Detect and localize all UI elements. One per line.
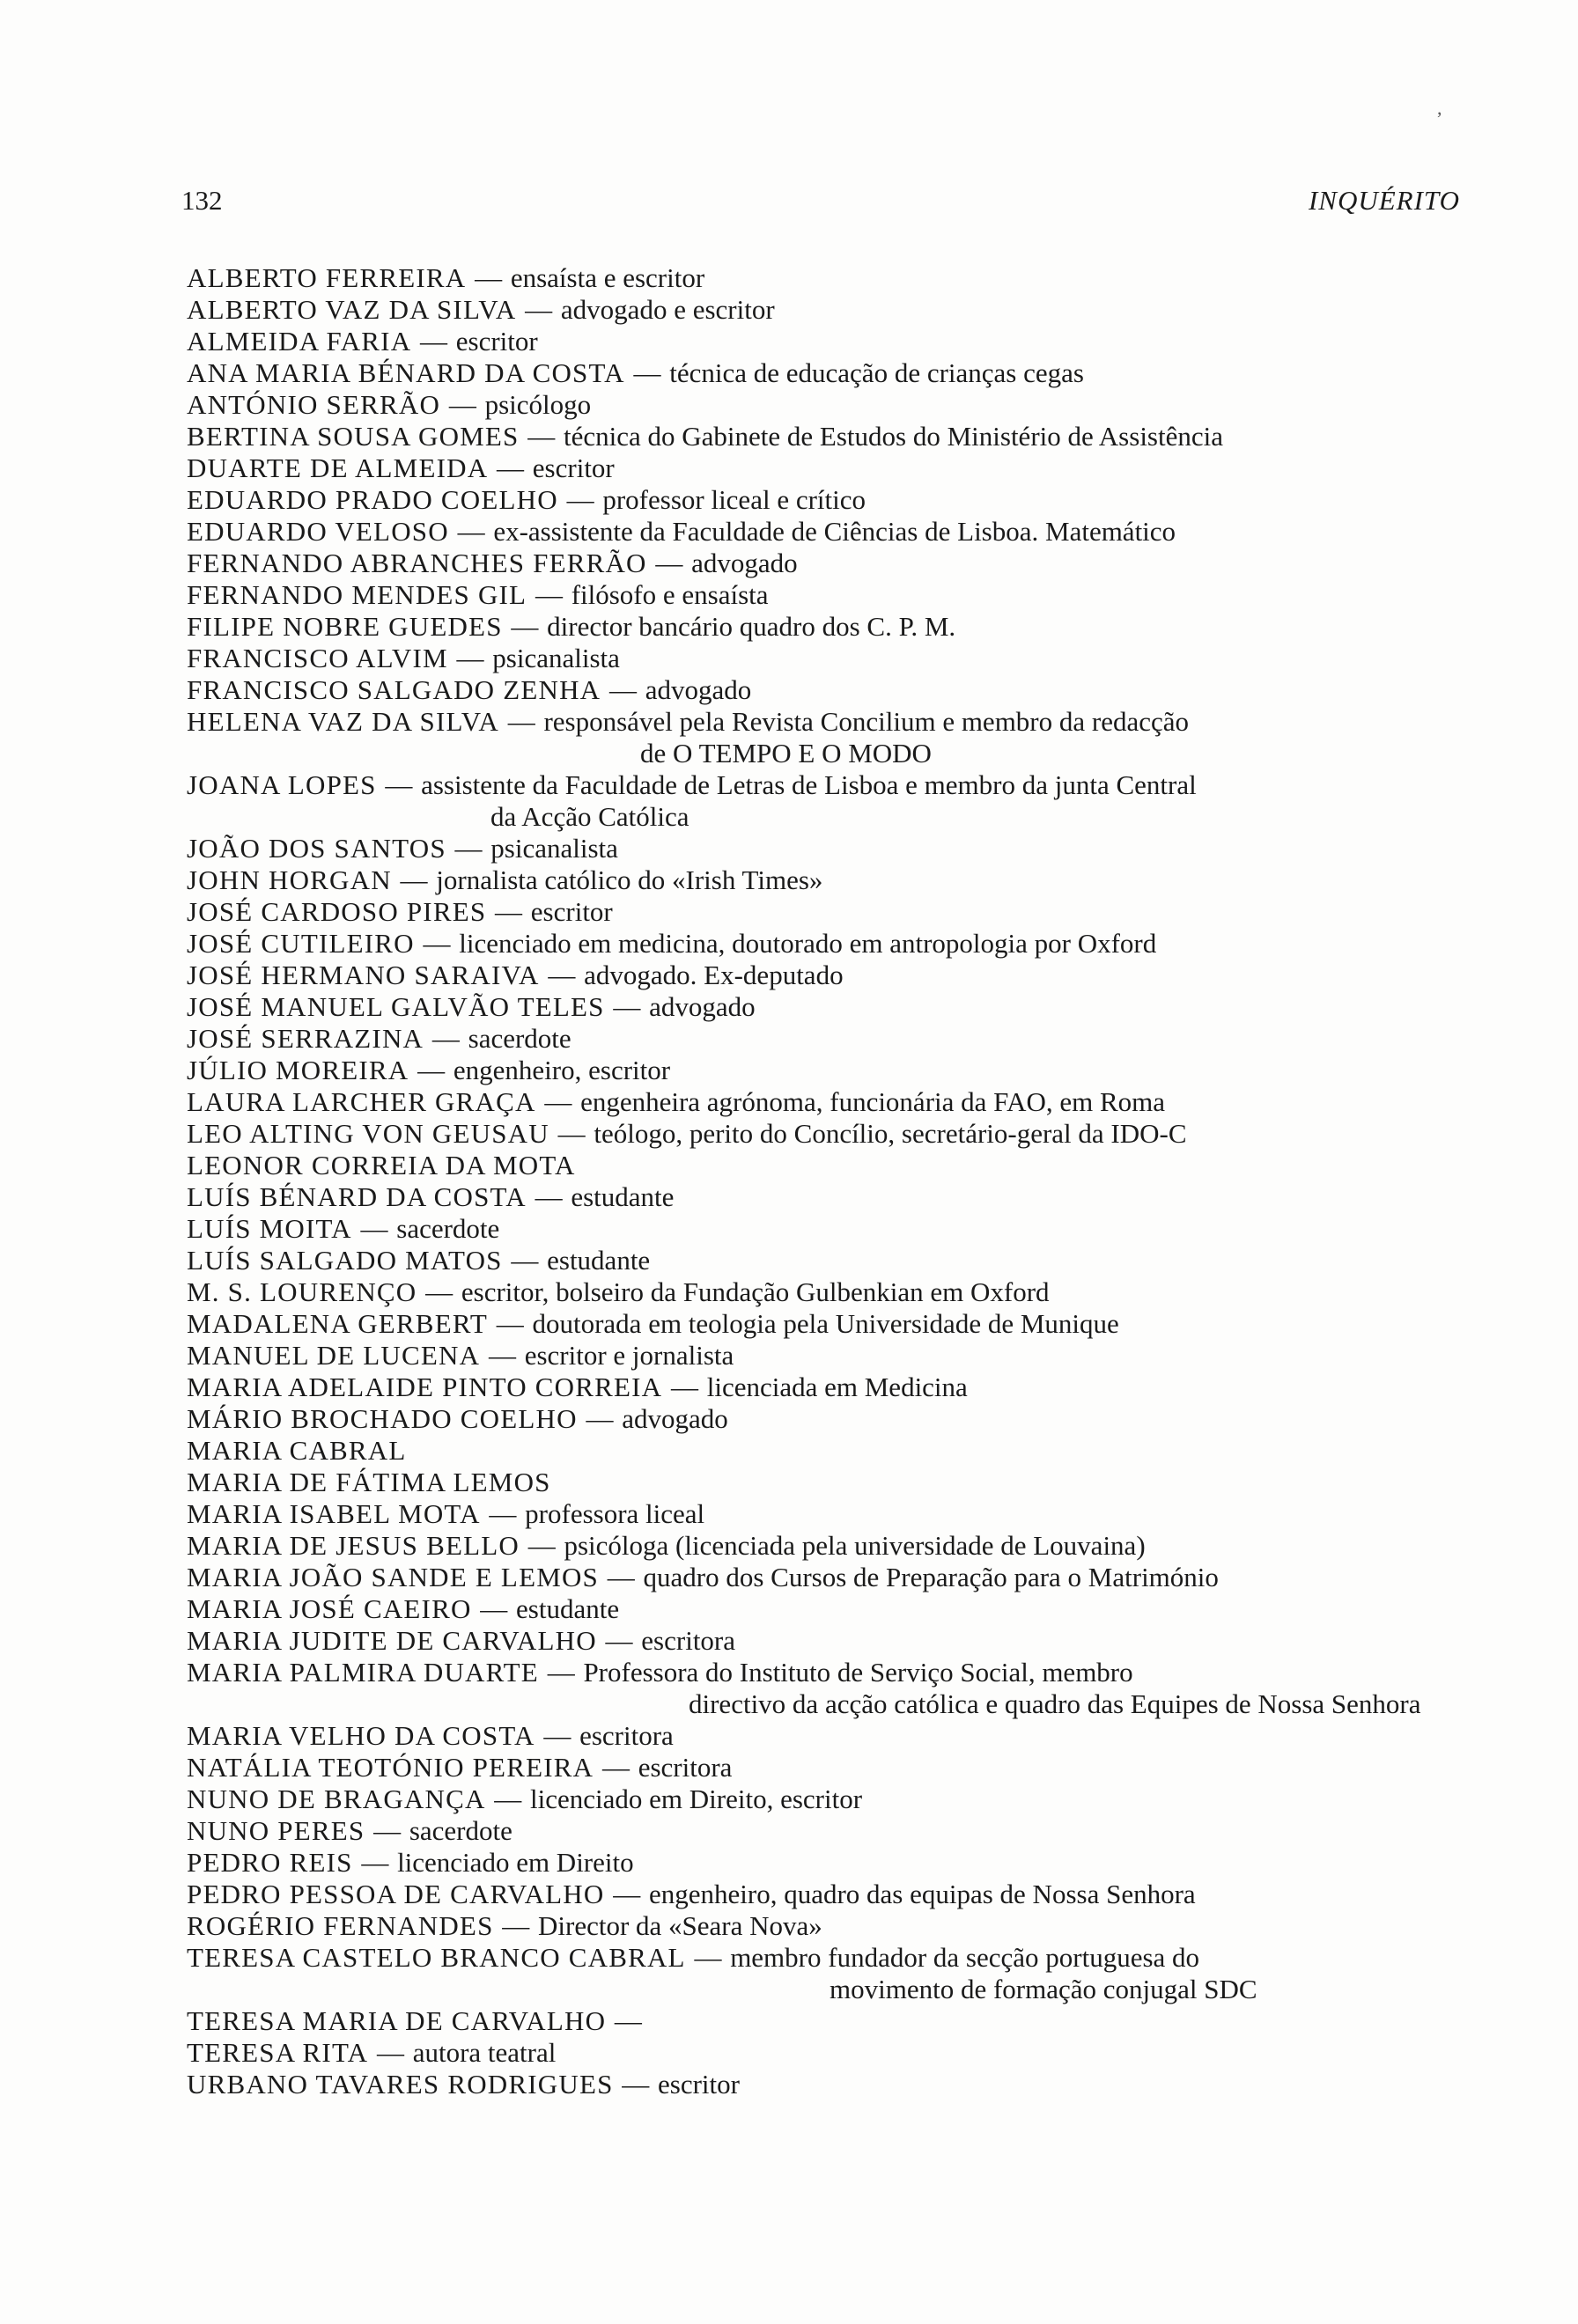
entry-dash: — (626, 357, 668, 388)
list-item (187, 548, 1460, 579)
entry-name: JOÃO DOS SANTOS (187, 833, 446, 864)
page-number: 132 (181, 185, 223, 216)
list-item (187, 1593, 1460, 1625)
list-item (187, 643, 1460, 674)
entry-name: JOSÉ HERMANO SARAIVA (187, 960, 540, 990)
list-item (187, 1879, 1460, 1910)
list-item (187, 1752, 1460, 1783)
entry-dash: — (353, 1213, 395, 1244)
entry-name: FERNANDO ABRANCHES FERRÃO (187, 548, 647, 578)
entry-dash: — (606, 1879, 647, 1909)
list-item (187, 1118, 1460, 1150)
entry-dash: — (370, 2037, 411, 2068)
entry-description: escritor, bolseiro da Fundação Gulbenkian em Oxford (461, 1276, 1050, 1307)
list-item (187, 452, 1460, 484)
entry-dash: — (602, 674, 644, 705)
entry-dash: — (601, 1562, 642, 1592)
entry-description: filósofo e ensaísta (571, 579, 769, 610)
list-item (187, 389, 1460, 421)
entry-name: EDUARDO VELOSO (187, 516, 449, 547)
entry-name: FRANCISCO ALVIM (187, 643, 448, 673)
entry-dash: — (442, 389, 483, 420)
entry-description: estudante (516, 1593, 620, 1624)
entry-dash: — (495, 1910, 537, 1941)
entry-description: estudante (547, 1245, 651, 1276)
list-item (187, 706, 1460, 769)
entry-name: MARIA JOÃO SANDE E LEMOS (187, 1562, 599, 1592)
entry-dash: — (559, 484, 601, 515)
entry-name: MANUEL DE LUCENA (187, 1340, 481, 1371)
list-item (187, 357, 1460, 389)
entry-dash: — (378, 769, 420, 800)
entry-name: ANA MARIA BÉNARD DA COSTA (187, 357, 625, 388)
entry-name: ALBERTO FERREIRA (187, 262, 467, 293)
entry-name: JOSÉ MANUEL GALVÃO TELES (187, 991, 605, 1022)
list-item (187, 1276, 1460, 1308)
list-item (187, 1023, 1460, 1055)
entry-name: JOSÉ CARDOSO PIRES (187, 896, 487, 927)
list-item (187, 833, 1460, 864)
entry-dash: — (473, 1593, 515, 1624)
entry-name: HELENA VAZ DA SILVA (187, 706, 499, 737)
entry-dash: — (687, 1942, 729, 1973)
list-item (187, 1942, 1460, 2005)
participant-list (187, 262, 1460, 2100)
list-item (187, 1181, 1460, 1213)
entry-name: EDUARDO PRADO COELHO (187, 484, 558, 515)
entry-description: engenheiro, escritor (453, 1055, 671, 1085)
entry-description: membro fundador da secção portuguesa do (730, 1942, 1200, 1973)
entry-dash: — (608, 2005, 642, 2036)
entry-description: teólogo, perito do Concílio, secretário-geral da IDO-C (594, 1118, 1187, 1149)
list-item (187, 1657, 1460, 1720)
entry-name: MARIA CABRAL (187, 1435, 407, 1466)
list-item (187, 1910, 1460, 1942)
entry-name: JÚLIO MOREIRA (187, 1055, 409, 1085)
entry-description: escritor (658, 2069, 740, 2100)
entry-dash: — (366, 1815, 408, 1846)
list-item (187, 960, 1460, 991)
entry-dash: — (518, 294, 559, 325)
entry-description: advogado (645, 674, 752, 705)
list-item (187, 991, 1460, 1023)
entry-dash: — (648, 548, 690, 578)
entry-description: técnica de educação de crianças cegas (669, 357, 1084, 388)
entry-dash: — (527, 1181, 570, 1212)
entry-name: TERESA RITA (187, 2037, 369, 2068)
entry-dash: — (418, 1276, 460, 1307)
entry-dash: — (447, 833, 490, 864)
entry-description: estudante (571, 1181, 675, 1212)
entry-dash: — (504, 1245, 546, 1276)
entry-description: técnica do Gabinete de Estudos do Ministério de Assistência (564, 421, 1223, 452)
entry-description: assistente da Faculdade de Letras de Lisboa e membro da junta Central (421, 769, 1197, 800)
list-item (187, 1498, 1460, 1530)
entry-description: Director da «Seara Nova» (538, 1910, 822, 1941)
entry-description: ex-assistente da Faculdade de Ciências de Lisboa. Matemático (493, 516, 1176, 547)
entry-description: escritora (579, 1720, 674, 1751)
entry-dash: — (598, 1625, 640, 1656)
list-item (187, 1213, 1460, 1245)
list-item (187, 1403, 1460, 1435)
entry-continuation: movimento de formação conjugal SDC (830, 1974, 1257, 2004)
entry-name: MADALENA GERBERT (187, 1308, 488, 1339)
entry-dash: — (482, 1498, 524, 1529)
page-header (181, 185, 1460, 224)
list-item (187, 1625, 1460, 1657)
running-title: INQUÉRITO (1308, 185, 1460, 216)
entry-dash: — (487, 1783, 529, 1814)
entry-name: FRANCISCO SALGADO ZENHA (187, 674, 601, 705)
list-item (187, 484, 1460, 516)
entry-dash: — (489, 1308, 531, 1339)
entry-description: escritor e jornalista (524, 1340, 734, 1371)
entry-name: MARIA DE FÁTIMA LEMOS (187, 1467, 551, 1497)
list-item (187, 2005, 1460, 2037)
entry-description: advogado e escritor (560, 294, 775, 325)
list-item (187, 516, 1460, 548)
entry-description: psicólogo (484, 389, 592, 420)
entry-dash: — (528, 579, 570, 610)
entry-name: ANTÓNIO SERRÃO (187, 389, 441, 420)
list-item (187, 928, 1460, 960)
list-item (187, 1562, 1460, 1593)
entry-name: LAURA LARCHER GRAÇA (187, 1086, 536, 1117)
entry-name: MÁRIO BROCHADO COELHO (187, 1403, 578, 1434)
entry-name: BERTINA SOUSA GOMES (187, 421, 520, 452)
entry-description: ensaísta e escritor (510, 262, 705, 293)
list-item (187, 896, 1460, 928)
entry-description: escritora (641, 1625, 736, 1656)
entry-description: psicóloga (licenciada pela universidade de Louvaina) (564, 1530, 1146, 1561)
entry-dash: — (468, 262, 509, 293)
entry-continuation: de O TEMPO E O MODO (640, 738, 932, 769)
entry-name: LUÍS MOITA (187, 1213, 352, 1244)
list-item (187, 421, 1460, 452)
entry-dash: — (416, 928, 458, 959)
entry-dash: — (393, 864, 435, 895)
entry-description: engenheira agrónoma, funcionária da FAO, em Roma (580, 1086, 1166, 1117)
entry-name: LEONOR CORREIA DA MOTA (187, 1150, 576, 1180)
entry-name: MARIA ISABEL MOTA (187, 1498, 481, 1529)
entry-description: sacerdote (468, 1023, 571, 1054)
entry-dash: — (450, 516, 492, 547)
entry-continuation: da Acção Católica (490, 801, 689, 832)
entry-description: sacerdote (396, 1213, 500, 1244)
entry-description: jornalista católico do «Irish Times» (436, 864, 823, 895)
entry-dash: — (354, 1847, 396, 1878)
list-item (187, 326, 1460, 357)
entry-dash: — (413, 326, 454, 357)
list-item (187, 2037, 1460, 2069)
entry-description: quadro dos Cursos de Preparação para o Matrimónio (643, 1562, 1219, 1592)
list-item (187, 674, 1460, 706)
entry-description: psicanalista (490, 833, 618, 864)
entry-name: MARIA ADELAIDE PINTO CORREIA (187, 1372, 663, 1402)
entry-name: PEDRO REIS (187, 1847, 353, 1878)
entry-name: MARIA PALMIRA DUARTE (187, 1657, 539, 1688)
entry-dash: — (410, 1055, 452, 1085)
scan-mark: , (1437, 97, 1442, 119)
list-item (187, 1372, 1460, 1403)
entry-name: FILIPE NOBRE GUEDES (187, 611, 503, 642)
entry-dash: — (488, 896, 529, 927)
entry-name: PEDRO PESSOA DE CARVALHO (187, 1879, 605, 1909)
entry-name: FERNANDO MENDES GIL (187, 579, 527, 610)
entry-dash: — (500, 706, 542, 737)
entry-description: advogado (649, 991, 756, 1022)
entry-dash: — (504, 611, 546, 642)
list-item (187, 2069, 1460, 2100)
list-item (187, 1530, 1460, 1562)
entry-description: professor liceal e crítico (602, 484, 866, 515)
entry-description: licenciado em medicina, doutorado em antropologia por Oxford (459, 928, 1157, 959)
entry-name: DUARTE DE ALMEIDA (187, 452, 489, 483)
entry-description: advogado. Ex-deputado (584, 960, 844, 990)
list-item (187, 1720, 1460, 1752)
list-item (187, 864, 1460, 896)
entry-description: advogado (691, 548, 798, 578)
entry-description: escritor (455, 326, 538, 357)
entry-dash: — (449, 643, 491, 673)
list-item (187, 1055, 1460, 1086)
entry-dash: — (537, 1086, 579, 1117)
entry-name: NATÁLIA TEOTÓNIO PEREIRA (187, 1752, 594, 1783)
entry-dash: — (425, 1023, 467, 1054)
list-item (187, 1847, 1460, 1879)
entry-name: MARIA DE JESUS BELLO (187, 1530, 520, 1561)
entry-name: TERESA CASTELO BRANCO CABRAL (187, 1942, 686, 1973)
entry-description: licenciado em Direito, escritor (530, 1783, 863, 1814)
entry-name: MARIA JOSÉ CAEIRO (187, 1593, 472, 1624)
entry-description: escritora (638, 1752, 733, 1783)
entry-description: escritor (530, 896, 613, 927)
entry-dash: — (482, 1340, 523, 1371)
list-item (187, 1435, 1460, 1467)
list-item (187, 579, 1460, 611)
entry-name: M. S. LOURENÇO (187, 1276, 417, 1307)
entry-description: autora teatral (412, 2037, 557, 2068)
entry-dash: — (664, 1372, 705, 1402)
list-item (187, 1783, 1460, 1815)
entry-name: NUNO PERES (187, 1815, 365, 1846)
entry-name: ROGÉRIO FERNANDES (187, 1910, 494, 1941)
entry-description: director bancário quadro dos C. P. M. (547, 611, 956, 642)
entry-dash: — (579, 1403, 621, 1434)
entry-dash: — (490, 452, 531, 483)
entry-name: TERESA MARIA DE CARVALHO (187, 2005, 607, 2036)
entry-dash: — (615, 2069, 657, 2100)
entry-dash: — (541, 960, 583, 990)
entry-dash: — (540, 1657, 582, 1688)
list-item (187, 1340, 1460, 1372)
entry-description: escritor (532, 452, 615, 483)
entry-name: URBANO TAVARES RODRIGUES (187, 2069, 614, 2100)
entry-description: advogado (622, 1403, 728, 1434)
entry-dash: — (536, 1720, 579, 1751)
entry-name: ALBERTO VAZ DA SILVA (187, 294, 517, 325)
entry-name: ALMEIDA FARIA (187, 326, 412, 357)
entry-dash: — (520, 1530, 563, 1561)
entry-description: Professora do Instituto de Serviço Social, membro (583, 1657, 1133, 1688)
entry-name: LUÍS SALGADO MATOS (187, 1245, 503, 1276)
list-item (187, 611, 1460, 643)
list-item (187, 1308, 1460, 1340)
entry-name: JOHN HORGAN (187, 864, 392, 895)
list-item (187, 262, 1460, 294)
list-item (187, 769, 1460, 833)
entry-name: JOSÉ SERRAZINA (187, 1023, 424, 1054)
entry-name: LUÍS BÉNARD DA COSTA (187, 1181, 527, 1212)
list-item (187, 1815, 1460, 1847)
entry-dash: — (550, 1118, 593, 1149)
entry-dash: — (520, 421, 562, 452)
entry-name: JOSÉ CUTILEIRO (187, 928, 415, 959)
entry-name: MARIA VELHO DA COSTA (187, 1720, 535, 1751)
entry-description: licenciado em Direito (397, 1847, 634, 1878)
entry-name: JOANA LOPES (187, 769, 377, 800)
entry-description: professora liceal (525, 1498, 705, 1529)
entry-description: licenciada em Medicina (706, 1372, 968, 1402)
entry-description: responsável pela Revista Concilium e membro da redacção (543, 706, 1190, 737)
entry-description: psicanalista (492, 643, 620, 673)
entry-description: sacerdote (409, 1815, 512, 1846)
entry-name: NUNO DE BRAGANÇA (187, 1783, 486, 1814)
entry-name: LEO ALTING VON GEUSAU (187, 1118, 549, 1149)
entry-name: MARIA JUDITE DE CARVALHO (187, 1625, 597, 1656)
list-item (187, 1245, 1460, 1276)
entry-description: doutorada em teologia pela Universidade de Munique (532, 1308, 1119, 1339)
list-item (187, 1467, 1460, 1498)
list-item (187, 294, 1460, 326)
entry-continuation: directivo da acção católica e quadro das Equipes de Nossa Senhora (689, 1688, 1421, 1719)
list-item (187, 1086, 1460, 1118)
entry-description: engenheiro, quadro das equipas de Nossa Senhora (648, 1879, 1196, 1909)
entry-dash: — (606, 991, 648, 1022)
entry-dash: — (595, 1752, 637, 1783)
list-item (187, 1150, 1460, 1181)
